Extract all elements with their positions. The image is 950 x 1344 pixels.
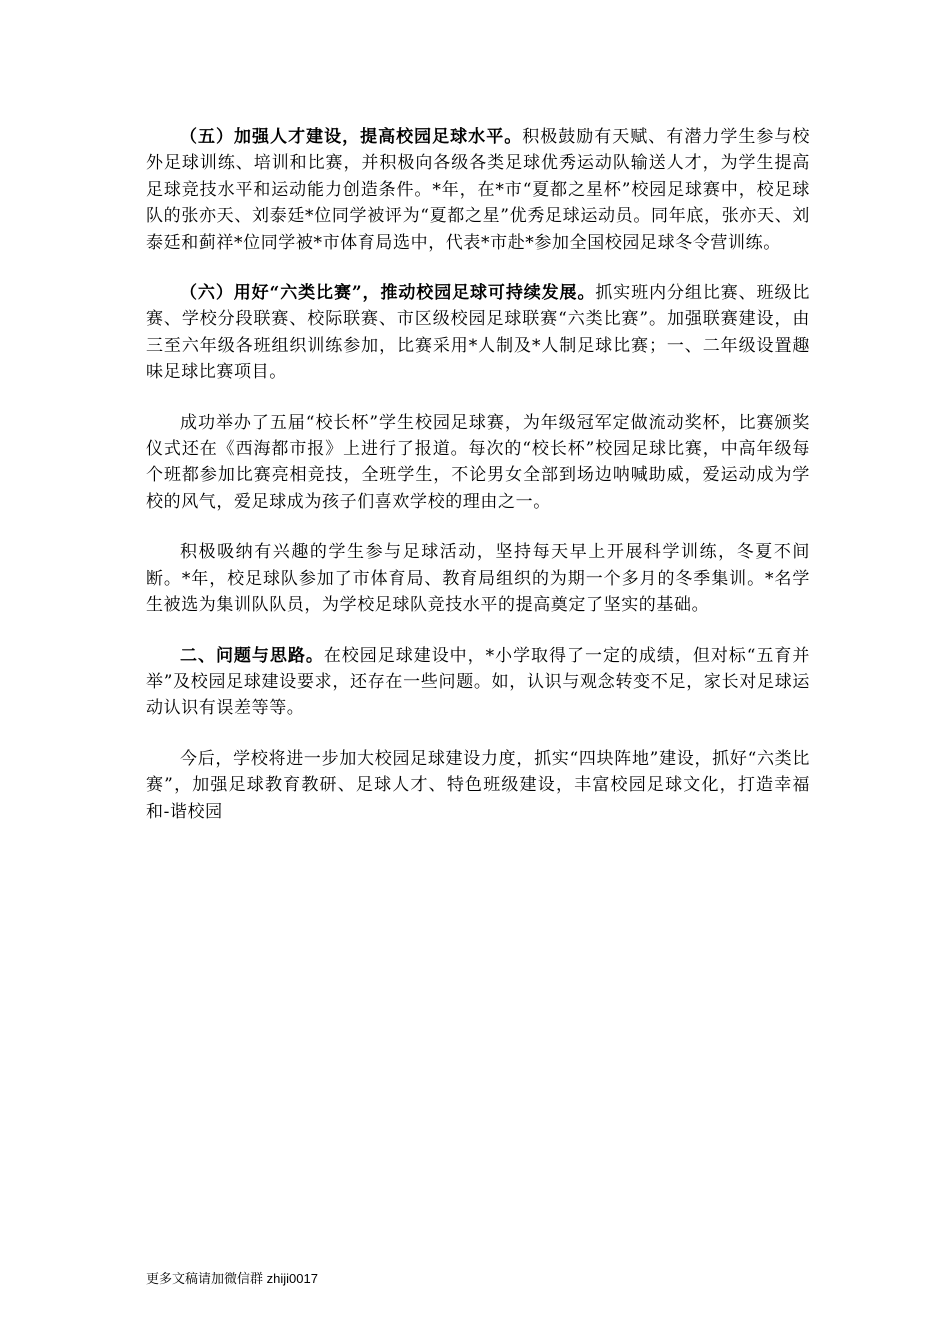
paragraph-text: 今后，学校将进一步加大校园足球建设力度，抓实“四块阵地”建设，抓好“六类比赛”，加强足球教育教研、足球人才、特色班级建设，丰富校园足球文化，打造幸福和-谐校园	[146, 748, 810, 822]
paragraph-text: 在校园足球建设中，*小学取得了一定的成绩，但对标“五育并举”及校园足球建设要求，还存在一些问题。如，认识与观念转变不足，家长对足球运动认识有误差等等。	[146, 645, 810, 719]
paragraph-text: 积极吸纳有兴趣的学生参与足球活动，坚持每天早上开展科学训练，冬夏不间断。*年，校足球队参加了市体育局、教育局组织的为期一个多月的冬季集训。*名学生被选为集训队队员，为学校足球队竞技水平的提高奠定了坚实的基础。	[146, 542, 810, 616]
document-body	[146, 124, 810, 849]
paragraph-future-plans	[146, 746, 810, 825]
paragraph-principal-cup	[146, 410, 810, 516]
paragraph-heading: 二、问题与思路。	[180, 645, 324, 666]
paragraph-text: 抓实班内分组比赛、班级比赛、学校分段联赛、校际联赛、市区级校园足球联赛“六类比赛”。加强联赛建设，由三至六年级各班组织训练参加，比赛采用*人制及*人制足球比赛；一、二年级设置趣味足球比赛项目。	[146, 283, 810, 383]
paragraph-text: 积极鼓励有天赋、有潜力学生参与校外足球训练、培训和比赛，并积极向各级各类足球优秀运动队输送人才，为学生提高足球竞技水平和运动能力创造条件。*年，在*市“夏都之星杯”校园足球赛中，校足球队的张亦天、刘泰廷*位同学被评为“夏都之星”优秀足球运动员。同年底，张亦天、刘泰廷和蓟祥*位同学被*市体育局选中，代表*市赴*参加全国校园足球冬令营训练。	[146, 127, 810, 253]
paragraph-heading: （五）加强人才建设，提高校园足球水平。	[180, 127, 523, 147]
paragraph-talent-building	[146, 124, 810, 256]
paragraph-problems-and-ideas	[146, 643, 810, 722]
paragraph-training	[146, 539, 810, 618]
page-footer: 更多文稿请加微信群 zhiji0017	[146, 1271, 318, 1286]
paragraph-text: 成功举办了五届“校长杯”学生校园足球赛，为年级冠军定做流动奖杯，比赛颁奖仪式还在《西海都市报》上进行了报道。每次的“校长杯”校园足球比赛，中高年级每个班都参加比赛亮相竞技，全班学生，不论男女全部到场边呐喊助威，爱运动成为学校的风气，爱足球成为孩子们喜欢学校的理由之一。	[146, 412, 810, 512]
paragraph-six-competitions	[146, 280, 810, 386]
paragraph-heading: （六）用好“六类比赛”，推动校园足球可持续发展。	[180, 283, 596, 304]
